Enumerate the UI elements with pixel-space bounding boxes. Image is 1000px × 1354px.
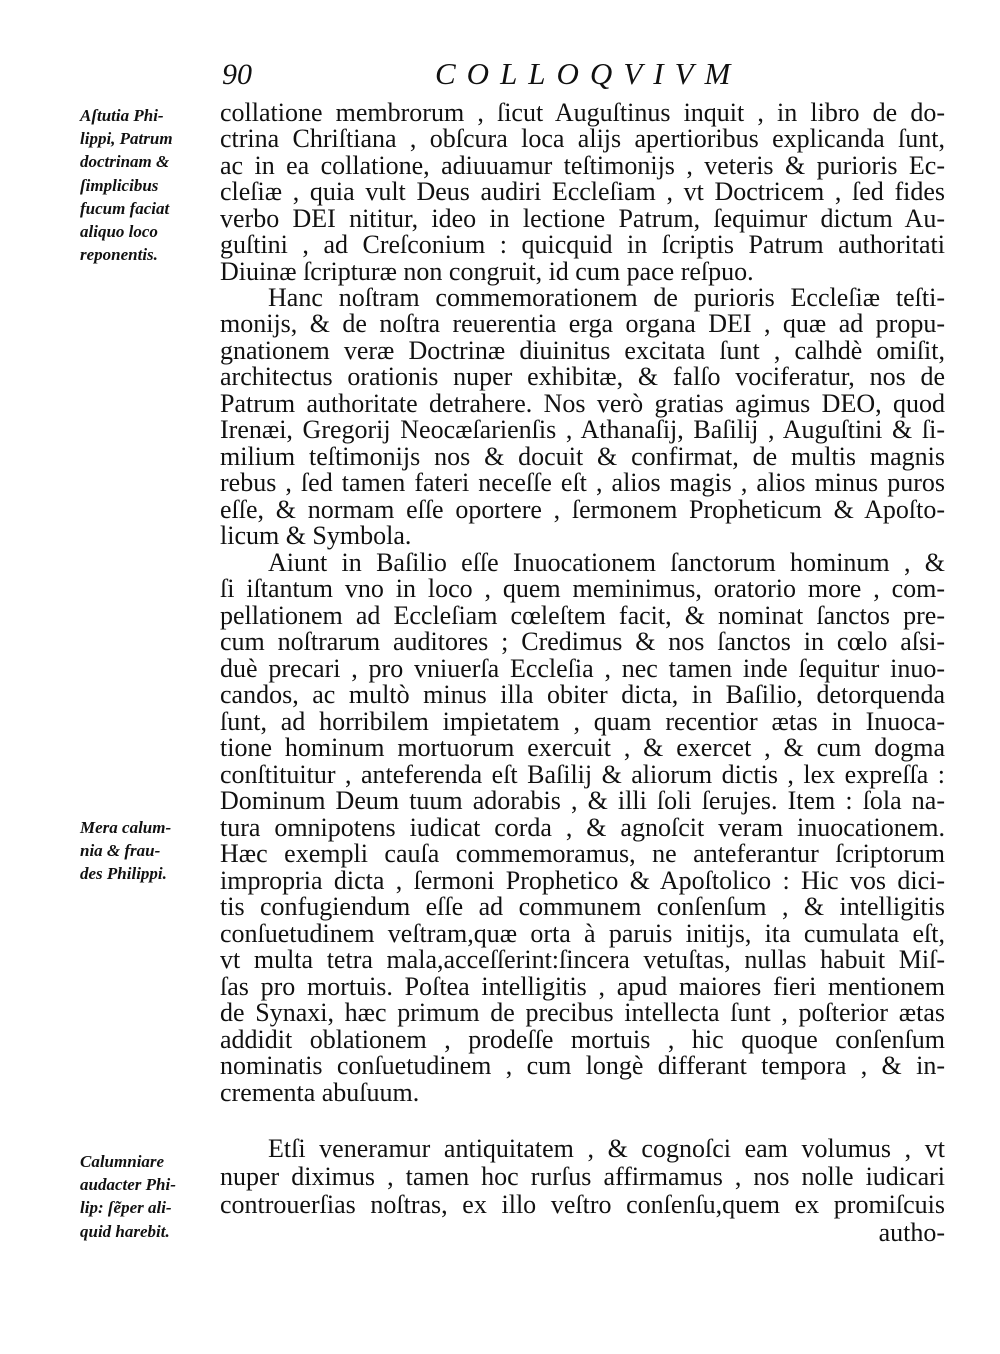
text-line: ſunt, ad horribilem impietatem , quam recentior ætas in Inuoca-	[220, 707, 945, 736]
text-line: licum & Symbola.	[220, 521, 412, 550]
text-line: collatione membrorum , ſicut Auguſtinus inquit , in libro de do-	[220, 98, 945, 127]
text-line: Aiunt in Baſilio eſſe Inuocationem ſanctorum hominum , &	[268, 548, 945, 577]
text-line: tione hominum mortuorum exercuit , & exercet , & cum dogma	[220, 733, 945, 762]
margin-note-line: fucum faciat	[80, 198, 170, 218]
page-header	[0, 56, 1000, 96]
text-line: conſuetudinem veſtram,quæ orta à paruis initijs, ita cumulata eſt,	[220, 919, 945, 948]
running-head: COLLOQVIVM	[435, 56, 742, 91]
text-line: Hæc exempli cauſa commemoramus, ne anteferantur ſcriptorum	[220, 839, 945, 868]
text-line: guſtini , ad Creſconium : quicquid in ſcriptis Patrum authoritati	[220, 230, 945, 259]
text-line: tura omnipotens iudicat corda , & agnoſcit veram inuocationem.	[220, 813, 945, 842]
margin-note-line: des Philippi.	[80, 864, 167, 884]
text-line: candos, ac multò minus illa obiter dicta, in Baſilio, detorquenda	[220, 680, 945, 709]
text-line: nominatis conſuetudinem , cum longè differant tempora , & in-	[220, 1051, 945, 1080]
catchword: autho-	[878, 1218, 945, 1247]
text-line: Hanc noſtram commemorationem de purioris Eccleſiæ teſti-	[268, 283, 945, 312]
text-line: conſtituitur , anteferenda eſt Baſilij & aliorum dictis , lex expreſſa :	[220, 760, 945, 789]
margin-note-line: ſimplicibus	[80, 175, 159, 195]
margin-note-line: reponentis.	[80, 245, 158, 265]
text-line: Diuinæ ſcripturæ non congruit, id cum pace reſpuo.	[220, 257, 754, 286]
text-line: Patrum authoritate detrahere. Nos verò gratias agimus DEO, quod	[220, 389, 945, 418]
text-line: pellationem ad Eccleſiam cœleſtem facit, & nominat ſanctos pre-	[220, 601, 945, 630]
text-line: ſas pro mortuis. Poſtea intelligitis , apud maiores fieri mentionem	[220, 972, 945, 1001]
text-line: duè precari , pro vniuerſa Eccleſia , nec tamen inde ſequitur inuo-	[220, 654, 945, 683]
text-line: verbo DEI nititur, ideo in lectione Patrum, ſequimur dictum Au-	[220, 204, 945, 233]
margin-note-line: Aſtutia Phi-	[80, 106, 164, 125]
text-line: tis confugiendum eſſe ad communem conſenſum , & intelligitis	[220, 892, 945, 921]
margin-note-line: quid harebit.	[80, 1221, 170, 1241]
text-line: Irenæi, Gregorij Neocæſarienſis , Athanaſij, Baſilij , Auguſtini & ſi-	[220, 415, 945, 444]
margin-note	[80, 104, 215, 266]
text-line: architectus orationis nuper exhibitæ, & falſo vociferatur, nos de	[220, 362, 945, 391]
text-line: cleſiæ , quia vult Deus audiri Eccleſiam , vt Doctricem , ſed fides	[220, 177, 945, 206]
text-line: ctrina Chriſtiana , obſcura loca alijs apertioribus explicanda ſunt,	[220, 124, 945, 153]
margin-note	[80, 1150, 215, 1243]
text-line: controuerſias noſtras, ex illo veſtro conſenſu,quem ex promiſcuis	[220, 1190, 945, 1219]
text-line: rebus , ſed tamen fateri neceſſe eſt , alios magis , alios minus puros	[220, 468, 945, 497]
text-line: monijs, & de noſtra reuerentia erga organa DEI , quæ ad propu-	[220, 309, 945, 338]
text-line: crementa abuſuum.	[220, 1078, 420, 1107]
margin-note-line: Mera calum-	[80, 818, 172, 837]
margin-note-line: audacter Phi-	[80, 1175, 176, 1195]
text-line: impropria dicta , ſermoni Prophetico & Apoſtolico : Hic vos dici-	[220, 866, 945, 895]
text-line: Dominum Deum tuum adorabis , & illi ſoli ſerujes. Item : ſola na-	[220, 786, 945, 815]
text-line: ac in ea collatione, adiuuamur teſtimonijs , veteris & purioris Ec-	[220, 151, 945, 180]
text-line: Etſi veneramur antiquitatem , & cognoſci eam volumus , vt	[268, 1134, 945, 1163]
text-line: de Synaxi, hæc primum de precibus intellecta ſunt , poſterior ætas	[220, 998, 945, 1027]
margin-note-line: lippi, Patrum	[80, 129, 173, 149]
text-line: milium teſtimonijs nos & docuit & confirmat, de multis magnis	[220, 442, 945, 471]
page-number: 90	[222, 58, 252, 91]
text-line: eſſe, & normam eſſe oportere , ſermonem Propheticum & Apoſto-	[220, 495, 945, 524]
text-line: cum noſtrarum auditores ; Credimus & nos ſanctos in cœlo aſsi-	[220, 627, 945, 656]
margin-note-line: doctrinam &	[80, 152, 170, 172]
text-line: gnationem veræ Doctrinæ diuinitus excitata ſunt , calhdè omiſit,	[220, 336, 945, 365]
margin-note-line: aliquo loco	[80, 222, 158, 242]
text-line: addidit oblationem , prodeſſe mortuis , hic quoque conſenſum	[220, 1025, 945, 1054]
margin-note	[80, 816, 215, 886]
text-line: nuper diximus , tamen hoc rurſus affirmamus , nos nolle iudicari	[220, 1162, 945, 1191]
text-line: vt multa tetra mala,acceſſerint:ſincera vetuſtas, nullas habuit Miſ-	[220, 945, 945, 974]
margin-note-line: nia & frau-	[80, 841, 161, 861]
margin-note-line: lip: ſẽper ali-	[80, 1198, 172, 1218]
margin-note-line: Calumniare	[80, 1152, 165, 1171]
text-line: ſi iſtantum vno in loco , quem meminimus, oratorio more , com-	[220, 574, 945, 603]
